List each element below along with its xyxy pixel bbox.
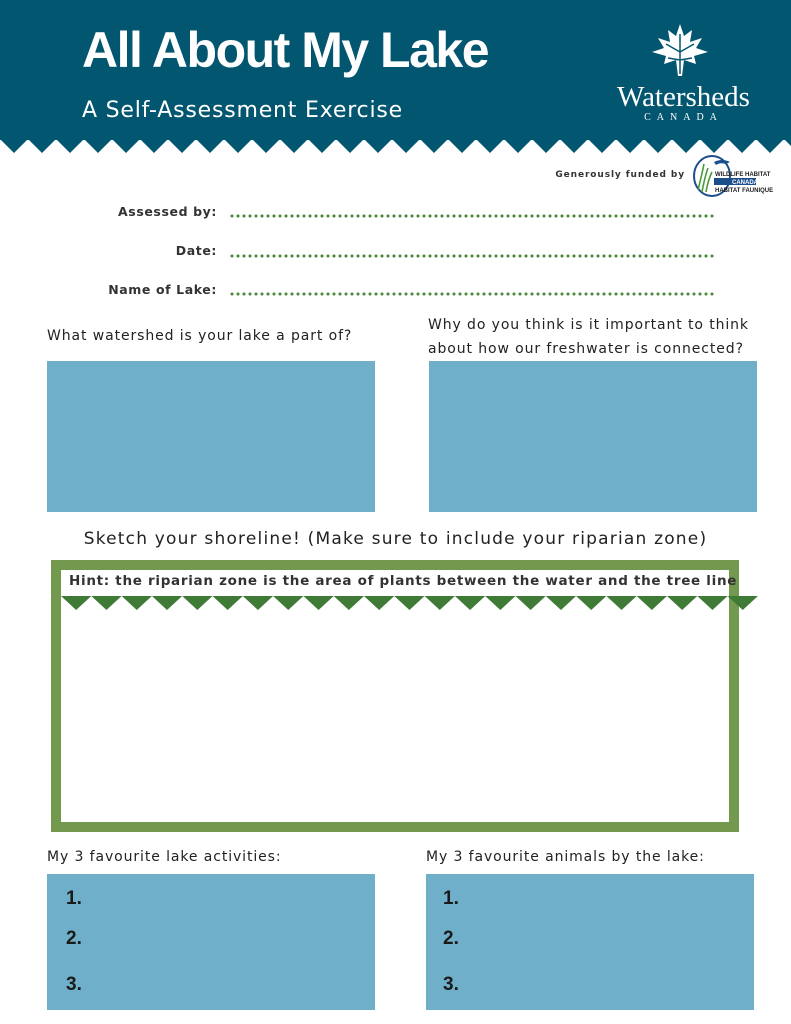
- activity-number-1: 1.: [66, 888, 82, 909]
- header-zigzag-border: [0, 139, 791, 155]
- connected-answer-box[interactable]: [429, 361, 757, 512]
- animal-number-3: 3.: [443, 974, 459, 995]
- activity-number-3: 3.: [66, 974, 82, 995]
- maple-leaf-icon: [648, 22, 712, 78]
- lake-name-label: Name of Lake:: [108, 282, 217, 297]
- lake-name-field[interactable]: [229, 292, 716, 296]
- assessed-by-label: Assessed by:: [118, 204, 217, 219]
- riparian-hint: Hint: the riparian zone is the area of plants between the water and the tree line: [69, 573, 738, 589]
- connected-question-line2: about how our freshwater is connected?: [428, 341, 744, 357]
- page-subtitle: A Self-Assessment Exercise: [82, 98, 403, 123]
- animal-number-1: 1.: [443, 888, 459, 909]
- connected-question-line1: Why do you think is it important to think: [428, 317, 749, 333]
- date-field[interactable]: [229, 254, 716, 258]
- animals-answer-box[interactable]: [426, 874, 754, 1010]
- activities-label: My 3 favourite lake activities:: [47, 849, 282, 865]
- funder-logo-line3: HABITAT FAUNIQUE: [715, 188, 774, 194]
- sketch-heading: Sketch your shoreline! (Make sure to include your riparian zone): [83, 529, 708, 549]
- logo-name: Watersheds: [617, 81, 750, 113]
- assessed-by-field[interactable]: [229, 214, 716, 218]
- funded-by-label: Generously funded by: [555, 170, 685, 180]
- animal-number-2: 2.: [443, 928, 459, 949]
- page-title: All About My Lake: [82, 22, 489, 78]
- activity-number-2: 2.: [66, 928, 82, 949]
- logo-sub: CANADA: [644, 112, 723, 123]
- funder-logo-line1: WILDLIFE HABITAT: [715, 172, 771, 178]
- wildlife-habitat-canada-logo: [692, 154, 774, 198]
- funder-logo-line2: CANADA: [732, 180, 758, 186]
- date-label: Date:: [175, 243, 217, 258]
- watershed-question: What watershed is your lake a part of?: [47, 328, 353, 344]
- animals-label: My 3 favourite animals by the lake:: [426, 849, 705, 865]
- page-header: [0, 0, 791, 140]
- hint-zigzag-border: [61, 596, 729, 612]
- watershed-answer-box[interactable]: [47, 361, 375, 512]
- activities-answer-box[interactable]: [47, 874, 375, 1010]
